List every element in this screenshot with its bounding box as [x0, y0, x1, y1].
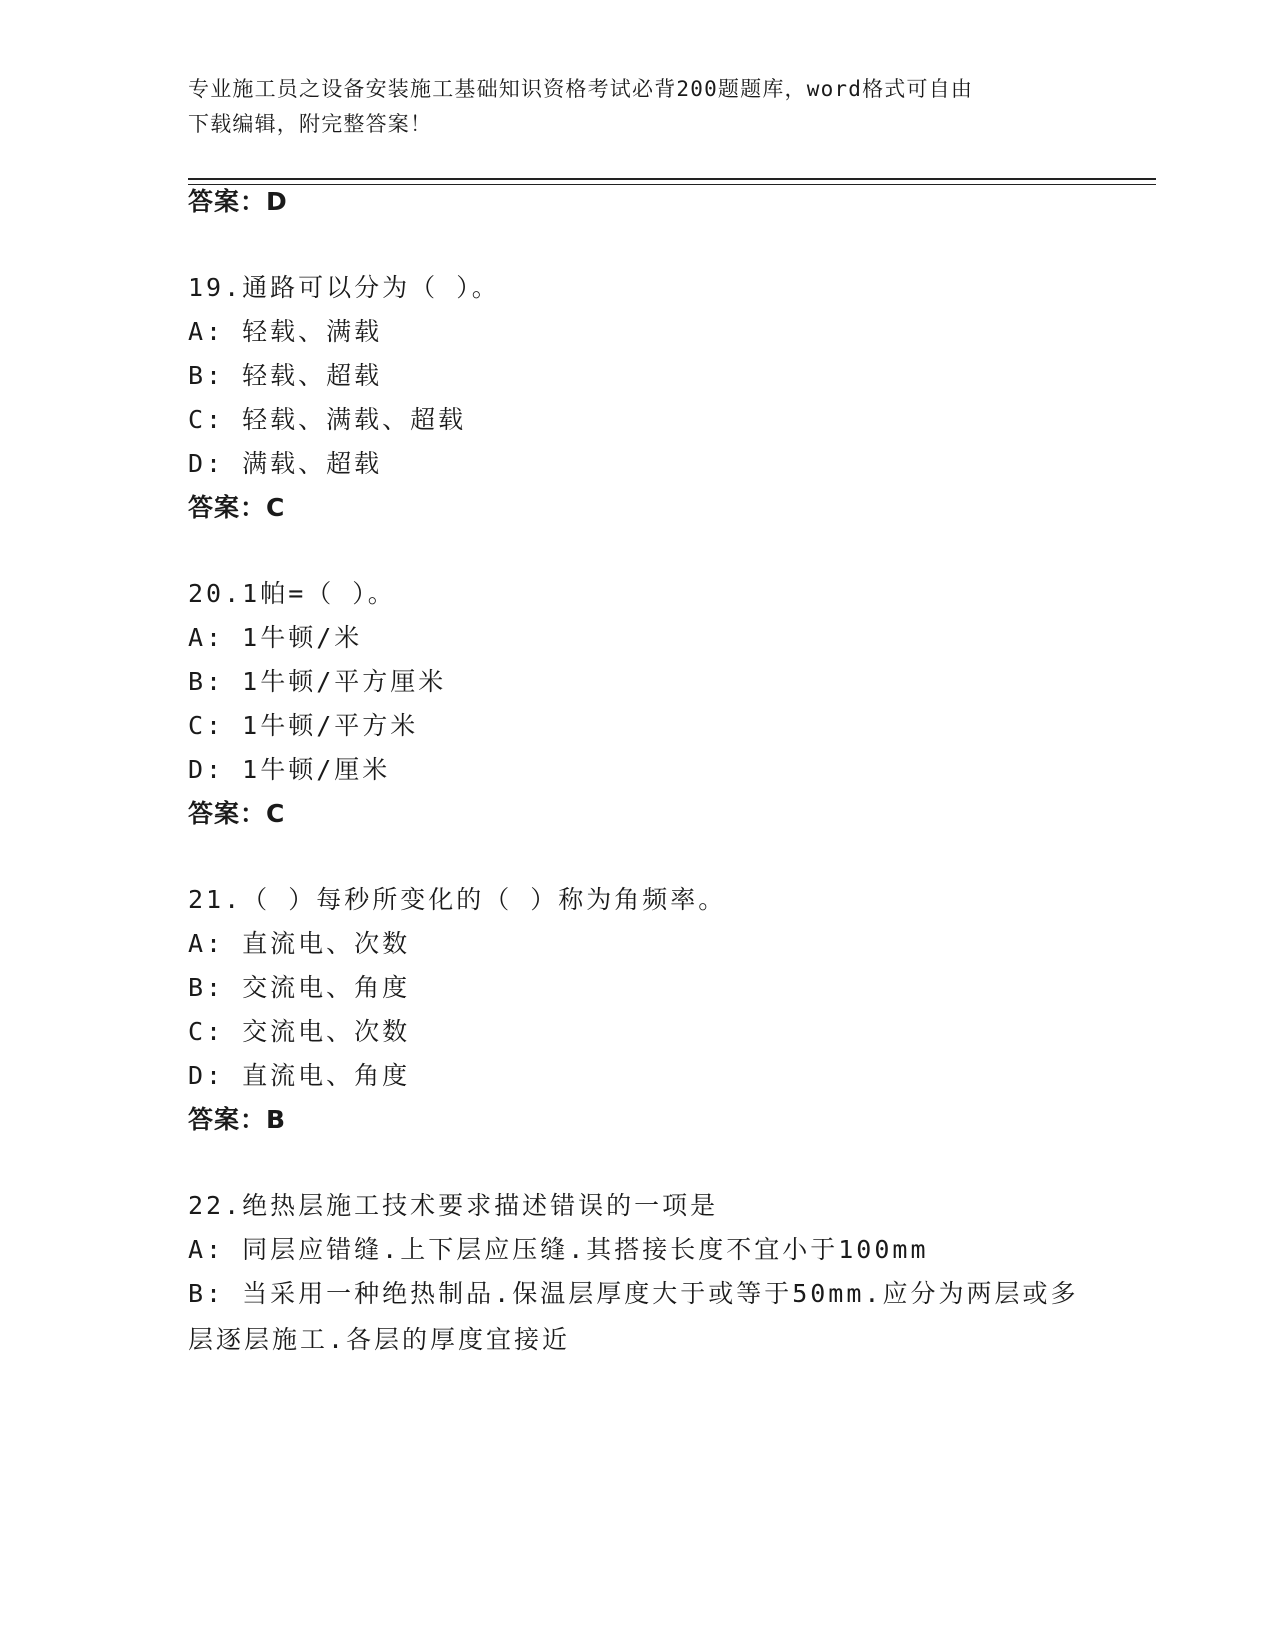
answer-previous: 答案：D [188, 187, 288, 216]
question-21-answer: 答案：B [188, 1105, 287, 1134]
header-line-1: 专业施工员之设备安装施工基础知识资格考试必背200题题库，word格式可自由 [188, 77, 974, 101]
question-20-option-a: A: 1牛顿/米 [188, 623, 363, 652]
header-divider-thin [188, 184, 1156, 185]
question-19-stem: 19.通路可以分为（ ）。 [188, 273, 500, 302]
question-20-answer: 答案：C [188, 799, 286, 828]
header-line-2: 下载编辑，附完整答案！ [188, 112, 433, 136]
question-20-option-d: D: 1牛顿/厘米 [188, 755, 391, 784]
question-19-option-a: A: 轻载、满载 [188, 317, 383, 346]
question-20-option-c: C: 1牛顿/平方米 [188, 711, 419, 740]
question-20-stem: 20.1帕=（ ）。 [188, 579, 396, 608]
question-21-option-d: D: 直流电、角度 [188, 1061, 411, 1090]
question-19-answer: 答案：C [188, 493, 286, 522]
question-21-option-c: C: 交流电、次数 [188, 1017, 411, 1046]
question-22-stem: 22.绝热层施工技术要求描述错误的一项是 [188, 1191, 719, 1220]
question-22-option-b: B: 当采用一种绝热制品.保温层厚度大于或等于50mm.应分为两层或多层逐层施工.各层的厚度宜接近 [188, 1279, 1079, 1354]
question-19-option-c: C: 轻载、满载、超载 [188, 405, 467, 434]
question-21-stem: 21.（ ）每秒所变化的（ ）称为角频率。 [188, 885, 727, 914]
question-21-option-a: A: 直流电、次数 [188, 929, 411, 958]
header-divider-thick [188, 178, 1156, 180]
document-header [188, 72, 1088, 142]
question-20-option-b: B: 1牛顿/平方厘米 [188, 667, 447, 696]
question-19-option-b: B: 轻载、超载 [188, 361, 383, 390]
question-19-option-d: D: 满载、超载 [188, 449, 383, 478]
question-21-option-b: B: 交流电、角度 [188, 973, 411, 1002]
question-22-option-a: A: 同层应错缝.上下层应压缝.其搭接长度不宜小于100mm [188, 1235, 929, 1264]
